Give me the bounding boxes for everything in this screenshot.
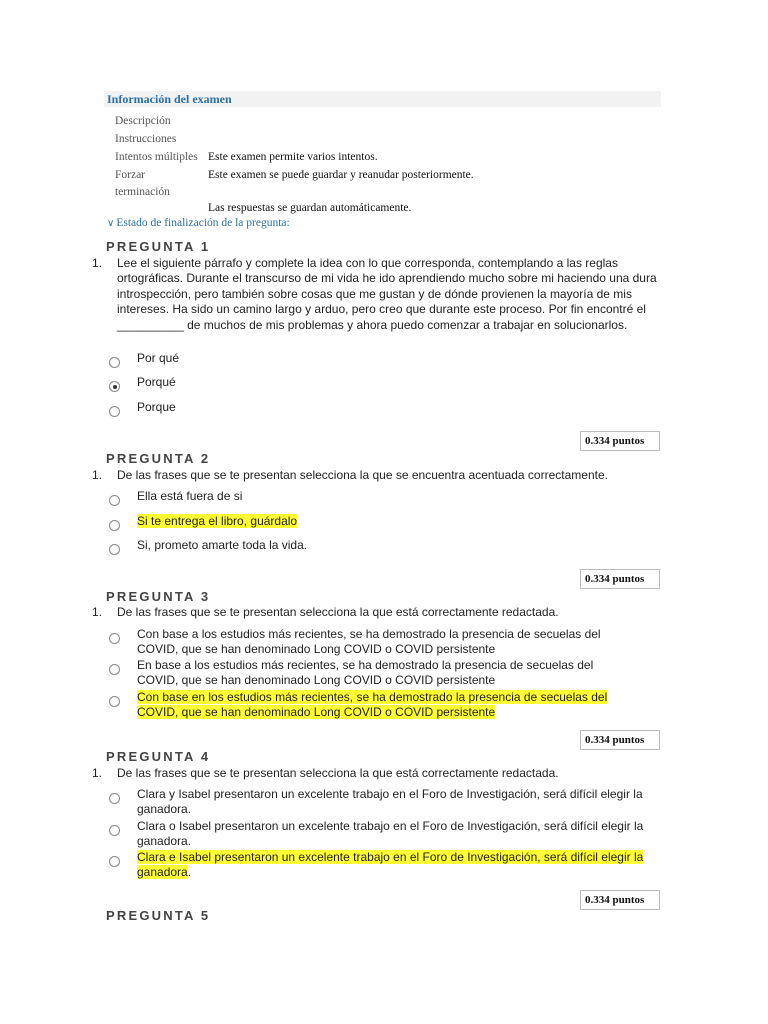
question-2-points: 0.334 puntos <box>580 569 660 589</box>
option-label: Con base a los estudios más recientes, se ha demostrado la presencia de secuelas del COVID, que se han denominado Long COVID o COVID persistente <box>137 627 601 657</box>
question-1-heading: PREGUNTA 1 <box>106 239 211 254</box>
option-trailing-period: . <box>187 865 192 880</box>
autosave-notice: Las respuestas se guardan automáticamente. <box>208 202 412 214</box>
question-5-heading: PREGUNTA 5 <box>106 908 211 923</box>
option-label: Ella está fuera de si <box>137 489 243 503</box>
option-label: Porque <box>137 400 176 414</box>
info-label-instructions: Instrucciones <box>115 133 177 145</box>
option-label: Por qué <box>137 351 180 365</box>
question-2-heading: PREGUNTA 2 <box>106 451 211 466</box>
info-value-multiple-attempts: Este examen permite varios intentos. <box>208 151 378 163</box>
question-1-points: 0.334 puntos <box>580 431 660 451</box>
radio-button[interactable] <box>109 696 120 707</box>
radio-button[interactable] <box>109 856 120 867</box>
exam-info-title: Información del examen <box>107 92 232 106</box>
option-label-highlighted: Clara e Isabel presentaron un excelente trabajo en el Foro de Investigación, será difícil elegir la ganadora <box>137 850 644 880</box>
option-label: Clara o Isabel presentaron un excelente trabajo en el Foro de Investigación, será difícil elegir la ganadora. <box>137 819 644 849</box>
question-3-heading: PREGUNTA 3 <box>106 589 211 604</box>
question-1-text: Lee el siguiente párrafo y complete la idea con lo que corresponda, contemplando a las reglas ortográficas. Durante el transcurso de mi vida he ido aprendiendo mucho sobre mi haciendo una dura introspección, pero también sobre cosas que me gustan y de dónde provienen la mayoría de mis intereses. Ha sido un camino largo y arduo, pero creo que durante este proceso. Por fin encontré el __________ de muchos de mis problemas y ahora puedo comenzar a trabajar en solucionarlos. <box>117 256 657 332</box>
radio-button[interactable] <box>109 406 120 417</box>
radio-button[interactable] <box>109 495 120 506</box>
option-label: Clara y Isabel presentaron un excelente trabajo en el Foro de Investigación, será difícil elegir la ganadora. <box>137 787 643 817</box>
radio-button[interactable] <box>109 633 120 644</box>
exam-info-header <box>104 91 661 107</box>
radio-button[interactable] <box>109 357 120 368</box>
question-3-option-3[interactable] <box>109 690 669 726</box>
question-2-text: De las frases que se te presentan selecciona la que se encuentra acentuada correctamente. <box>117 468 608 482</box>
option-label-highlighted: Si te entrega el libro, guárdalo <box>137 514 298 528</box>
double-chevron-down-icon: ∨ <box>107 218 115 229</box>
question-3-points: 0.334 puntos <box>580 730 660 750</box>
radio-button[interactable] <box>109 520 120 531</box>
info-label-description: Descripción <box>115 115 171 127</box>
info-label-multiple-attempts: Intentos múltiples <box>115 151 198 163</box>
question-4-heading: PREGUNTA 4 <box>106 749 211 764</box>
question-4-points: 0.334 puntos <box>580 890 660 910</box>
option-label-highlighted: Con base en los estudios más recientes, se ha demostrado la presencia de secuelas del COVID, que se han denominado Long COVID o COVID persistente <box>137 690 608 720</box>
question-2-number: 1. <box>92 468 103 482</box>
info-label-force-completion: Forzar terminación <box>115 169 170 198</box>
completion-status-link[interactable] <box>107 217 290 229</box>
question-3-number: 1. <box>92 605 103 619</box>
option-label: En base a los estudios más recientes, se ha demostrado la presencia de secuelas del COVID, que se han denominado Long COVID o COVID persistente <box>137 658 594 688</box>
radio-button-selected[interactable] <box>109 381 120 392</box>
completion-status-label: Estado de finalización de la pregunta: <box>116 217 290 229</box>
radio-button[interactable] <box>109 825 120 836</box>
option-label: Porqué <box>137 375 176 389</box>
radio-button[interactable] <box>109 664 120 675</box>
radio-button[interactable] <box>109 793 120 804</box>
question-4-option-3[interactable] <box>109 850 669 886</box>
info-value-force-completion: Este examen se puede guardar y reanudar posteriormente. <box>208 169 474 181</box>
question-1-number: 1. <box>92 256 103 270</box>
radio-button[interactable] <box>109 544 120 555</box>
option-label: Si, prometo amarte toda la vida. <box>137 538 308 552</box>
question-4-number: 1. <box>92 766 103 780</box>
question-4-text: De las frases que se te presentan selecciona la que está correctamente redactada. <box>117 766 559 780</box>
question-3-text: De las frases que se te presentan selecciona la que está correctamente redactada. <box>117 605 559 619</box>
